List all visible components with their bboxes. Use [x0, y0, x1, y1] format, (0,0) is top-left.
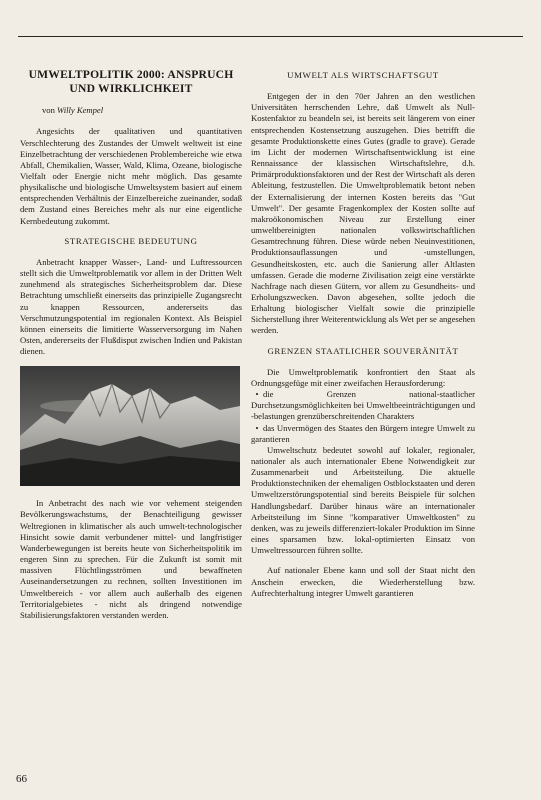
strategic-paragraph: Anbetracht knapper Wasser-, Land- und Luftressourcen stellt sich die Umweltproblematik vor allem in der Dritten Welt zunehmend als strategisches Sicherheitsproblem dar. Diese Betrachtung umschließt einerseits das prinzipielle Zugangsrecht zu knappen Ressourcen, andererseits das Verschmutzungspotential im regionalen Kontext. Als Beispiel können einerseits die limitierte Wasserversorgung im Nahen Osten, andererseits der Flußdisput zwischen Indien und Pakistan dienen. [20, 256, 242, 357]
economic-paragraph: Entgegen der in den 70er Jahren an den westlichen Universitäten herrschenden Lehre, daß Umwelt als Null-Kostenfaktor zu beandeln sei, ist bereits seit längerem von einer entsprechenden Kostensetzung auszugehen. Dies betrifft die gesamte Produktionskette eines Gutes (gradle to grave). Gerade im Licht der modernen Wirtschaftsentwicklung ist eine Rennaissance der klassischen Wirtschaftslehre, d.h. Primärproduktionsfaktoren und der Rest der Wirtschaft als deren Ableitung, festzustellen. Die Umweltproblematik betont neben der Externalisierung der internen Kosten bereits das "Gut Umwelt". Der gesamte Fragenkomplex der Kosten sollte auf makroökonomischen Niveau zur Erstellung einer umweltbereinigten nationalen volkswirtschaftlichen Gesamtrechnung führen. Diese würde neben Neuinvestitionen, Produktionsauflassungen und -umstellungen, Gesundheitskosten, etc. auch die Sanierung aller Altlasten umfassen. Gerade die moderne Zivilisation zeigt eine verstärkte Nachfrage nach diesen Gütern, vor allem zu Gesundheits- und Erholungszwecken. Davon abgesehen, sollte jedoch die Erhaltung biologischer Vielfalt sowie die prinzipielle Sicherstellung ihrer Weiterentwicklung als Wet per se angesehen werden. [251, 91, 475, 336]
top-rule [18, 36, 523, 37]
left-column [20, 62, 242, 630]
byline-prefix: von [42, 105, 55, 116]
after-photo-paragraph: In Anbetracht des nach wie vor vehement steigenden Bevölkerungswachstums, der Benachteiligung gewisser Weltregionen in klimatischer als auch umwelt-technologischer Hinsicht sowie damit verbundener mittel- und langfristiger Wanderbewegungen ist bereits heute von Sicherheitspolitik im engeren Sinn zu sprechen. Für die Zukunft ist somit mit massiven Flüchtlingsströmen und bewaffneten Auseinandersetzungen zu rechnen, sollten Investitionen im Umweltbereich - vor allem auch außerhalb des eigenen Territorialgebietes - nicht als dringend notwendige Stabilisierungsfaktoren verstanden werden. [20, 498, 242, 620]
sovereignty-paragraph-3: Auf nationaler Ebene kann und soll der Staat nicht den Anschein erwecken, die Wiederherstellung bzw. Aufrechterhaltung integrer Umwelt garantieren [251, 565, 475, 598]
article-title: UMWELTPOLITIK 2000: ANSPRUCH UND WIRKLICHKEIT [28, 68, 234, 95]
section-heading-sovereignty: GRENZEN STAATLICHER SOUVERÄNITÄT [267, 345, 459, 356]
bullet-item [251, 423, 475, 445]
bullet-item [251, 389, 475, 422]
bullet-text: das Unvermögen des Staates den Bürgern integre Umwelt zu garantieren [251, 422, 475, 444]
sovereignty-paragraph-2: Umweltschutz bedeutet sowohl auf lokaler, regionaler, nationaler als auch internationaler Ebene Notwendigkeit zur Zusammenarbeit und Arbeitsteilung. Die aktuelle Produktionstechniken der ehemaligen Ostblockstaaten und deren Umweltzerstörungspotential sind bereits Beispiele für solchen Handlungsbedarf. Darüber hinaus wäre an internationaler Arbeitsteilung im Sinne "komparativer Umweltkosten" zu denken, was zu jeweils differenziert-lokaler Produktion im Sinne eines sparsamen bzw. lokal-optimierten Einsatz von Umweltressourcen führen sollte. [251, 444, 475, 556]
section-heading-strategic: STRATEGISCHE BEDEUTUNG [64, 235, 198, 246]
intro-paragraph: Angesichts der qualitativen und quantitativen Verschlechterung des Zustandes der Umwelt weltweit ist eine Einzelbetrachtung der verschiedenen Problembereiche wie etwa Abfall, Chemikalien, Wasser, Wald, Klima, Ozeane, biologische Vielfalt oder Energie nicht mehr möglich. Das gesamte physikalische und biologische Umweltsystem basiert auf einem entsprechenden Verhältnis der Einzelbereiche zueinander, sodaß dem Zustand eines Bereiches mehr als nur eine eigentliche Kernbedeutung zukommt. [20, 126, 242, 226]
section-heading-economic: UMWELT ALS WIRTSCHAFTSGUT [287, 70, 439, 80]
bullet-icon: • [255, 422, 259, 433]
author-name: Willy Kempel [57, 105, 104, 116]
right-column [251, 62, 475, 608]
page-number: 66 [16, 773, 27, 785]
mountain-photo [20, 366, 240, 486]
bullet-icon: • [255, 389, 259, 400]
bullet-text: die Grenzen national-staatlicher Durchsetzungsmöglichkeiten bei Umweltbeeinträchtigungen und -belastungen grenzüberschreitenden Charakters [251, 389, 475, 422]
byline [42, 105, 242, 116]
sovereignty-intro: Die Umweltproblematik konfrontiert den Staat als Ordnungsgefüge mit einer zweifachen Herausforderung: [251, 366, 475, 388]
mountain-photo-icon [20, 366, 240, 486]
